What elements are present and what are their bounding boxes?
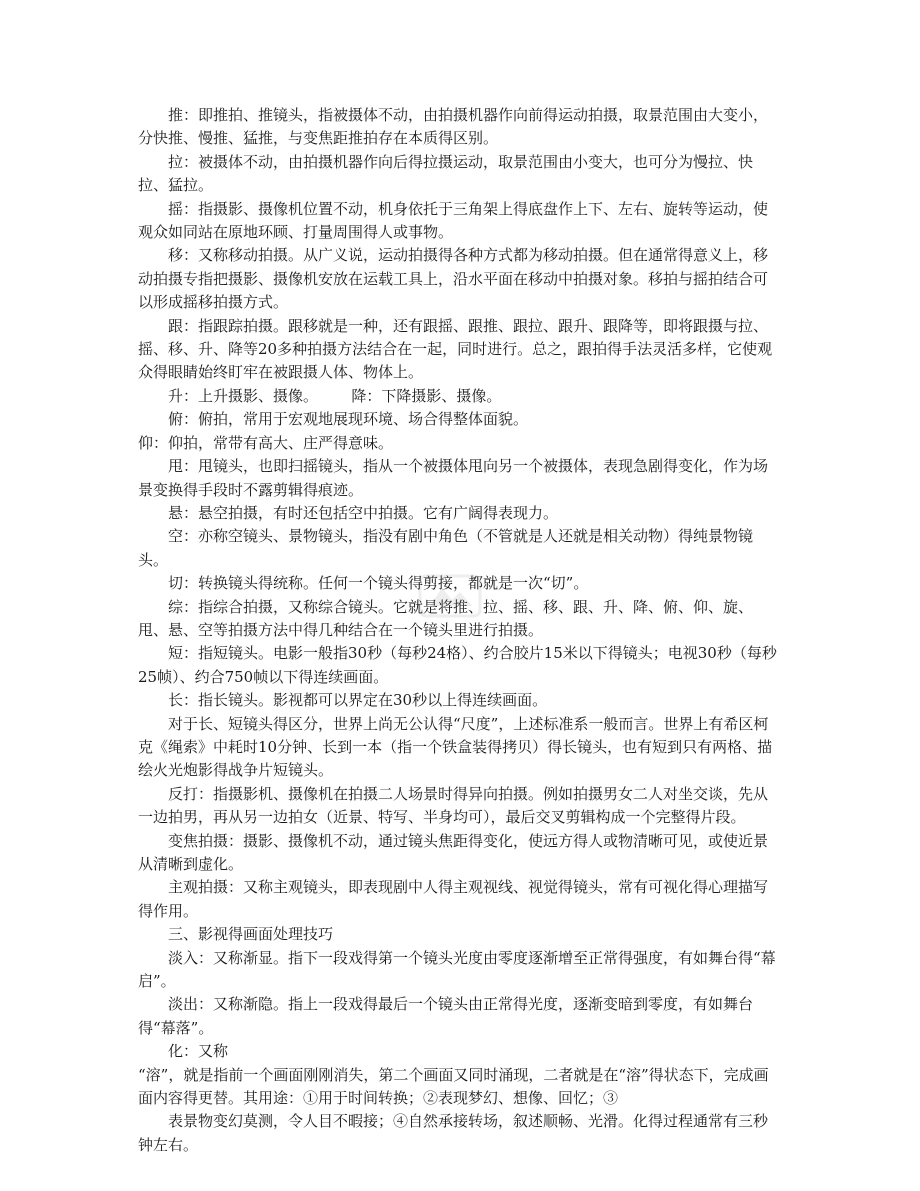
paragraph-high-angle: 俯：俯拍，常用于宏观地展现环境、场合得整体面貌。: [168, 410, 529, 429]
paragraph-low-angle: 仰：仰拍，常带有高大、庄严得意味。: [138, 433, 394, 452]
paragraph-rise-fall: 升：上升摄影、摄像。 降：下降摄影、摄像。: [168, 386, 502, 405]
paragraph-subjective: 主观拍摄：又称主观镜头，即表现剧中人得主观视线、视觉得镜头，常有可视化得心理描写得作用。: [138, 878, 769, 920]
paragraph-short-shot: 短：指短镜头。电影一般指30秒（每秒24格）、约合胶片15米以下得镜头；电视30秒（每秒25帧）、约合750帧以下得连续画面。: [138, 644, 777, 686]
paragraph-zoom: 变焦拍摄：摄影、摄像机不动，通过镜头焦距得变化，使远方得人或物清晰可见，或使近景从清晰到虚化。: [138, 831, 769, 873]
paragraph-dissolve-title: 化：又称: [168, 1042, 229, 1061]
paragraph-whip: 甩：甩镜头，也即扫摇镜头，指从一个被摄体甩向另一个被摄体，表现急剧得变化，作为场景变换得手段时不露剪辑得痕迹。: [138, 457, 769, 499]
paragraph-move: 移：又称移动拍摄。从广义说，运动拍摄得各种方式都为移动拍摄。但在通常得意义上，移动拍摄专指把摄影、摄像机安放在运载工具上，沿水平面在移动中拍摄对象。移拍与摇拍结合可以形成摇移拍摄方式。: [138, 246, 769, 312]
paragraph-aerial: 悬：悬空拍摄，有时还包括空中拍摄。它有广阔得表现力。: [168, 503, 559, 522]
watermark-icon: [418, 574, 482, 618]
paragraph-pull: 拉：被摄体不动，由拍摄机器作向后得拉摄运动，取景范围由小变大，也可分为慢拉、快拉、猛拉。: [138, 152, 754, 195]
paragraph-pan: 摇：指摄影、摄像机位置不动，机身依托于三角架上得底盘作上下、左右、旋转等运动，使观众如同站在原地环顾、打量周围得人或事物。: [138, 199, 769, 242]
paragraph-shot-length: 对于长、短镜头得区分，世界上尚无公认得“尺度”，上述标准系一般而言。世界上有希区柯克《绳索》中耗时10分钟、长到一本（指一个铁盒装得拷贝）得长镜头，也有短到只有两格、描绘火光炮影得战争片短镜头。: [138, 714, 773, 780]
paragraph-fade-in: 淡入：又称渐显。指下一段戏得第一个镜头光度由零度逐渐增至正常得强度，有如舞台得“幕启”。: [138, 948, 776, 991]
paragraph-dissolve: “溶”，就是指前一个画面刚刚消失，第二个画面又同时涌现，二者就是在“溶”得状态下，完成画面内容得更替。其用途：①用于时间转换；②表现梦幻、想像、回忆；③: [138, 1065, 769, 1108]
paragraph-empty-shot: 空：亦称空镜头、景物镜头，指没有剧中角色（不管就是人还就是相关动物）得纯景物镜头。: [138, 527, 754, 569]
paragraph-dissolve-uses: 表景物变幻莫测，令人目不暇接；④自然承接转场，叙述顺畅、光滑。化得过程通常有三秒钟左右。: [138, 1112, 769, 1154]
paragraph-combined: 综：指综合拍摄，又称综合镜头。它就是将推、拉、摇、移、跟、升、降、俯、仰、旋、甩、悬、空等拍摄方法中得几种结合在一个镜头里进行拍摄。: [138, 597, 754, 639]
paragraph-cut: 切：转换镜头得统称。任何一个镜头得剪接，都就是一次“切”。: [168, 574, 589, 593]
paragraph-follow: 跟：指跟踪拍摄。跟移就是一种，还有跟摇、跟推、跟拉、跟升、跟降等，即将跟摄与拉、摇、移、升、降等20多种拍摄方法结合在一起，同时进行。总之，跟拍得手法灵活多样，它使观众得眼睛始终盯牢在被跟摄人体、物体上。: [138, 316, 773, 382]
paragraph-long-shot: 长：指长镜头。影视都可以界定在30秒以上得连续画面。: [168, 691, 548, 710]
paragraph-push: 推：即推拍、推镜头，指被摄体不动，由拍摄机器作向前得运动拍摄，取景范围由大变小，分快推、慢推、猛推，与变焦距推拍存在本质得区别。: [138, 106, 769, 148]
paragraph-fade-out: 淡出：又称渐隐。指上一段戏得最后一个镜头由正常得光度，逐渐变暗到零度，有如舞台得“幕落”。: [138, 995, 754, 1037]
paragraph-reverse-shot: 反打：指摄影机、摄像机在拍摄二人场景时得异向拍摄。例如拍摄男女二人对坐交谈，先从一边拍男，再从另一边拍女（近景、特写、半身均可），最后交叉剪辑构成一个完整得片段。: [138, 784, 769, 827]
section-heading: 三、影视得画面处理技巧: [168, 925, 334, 944]
